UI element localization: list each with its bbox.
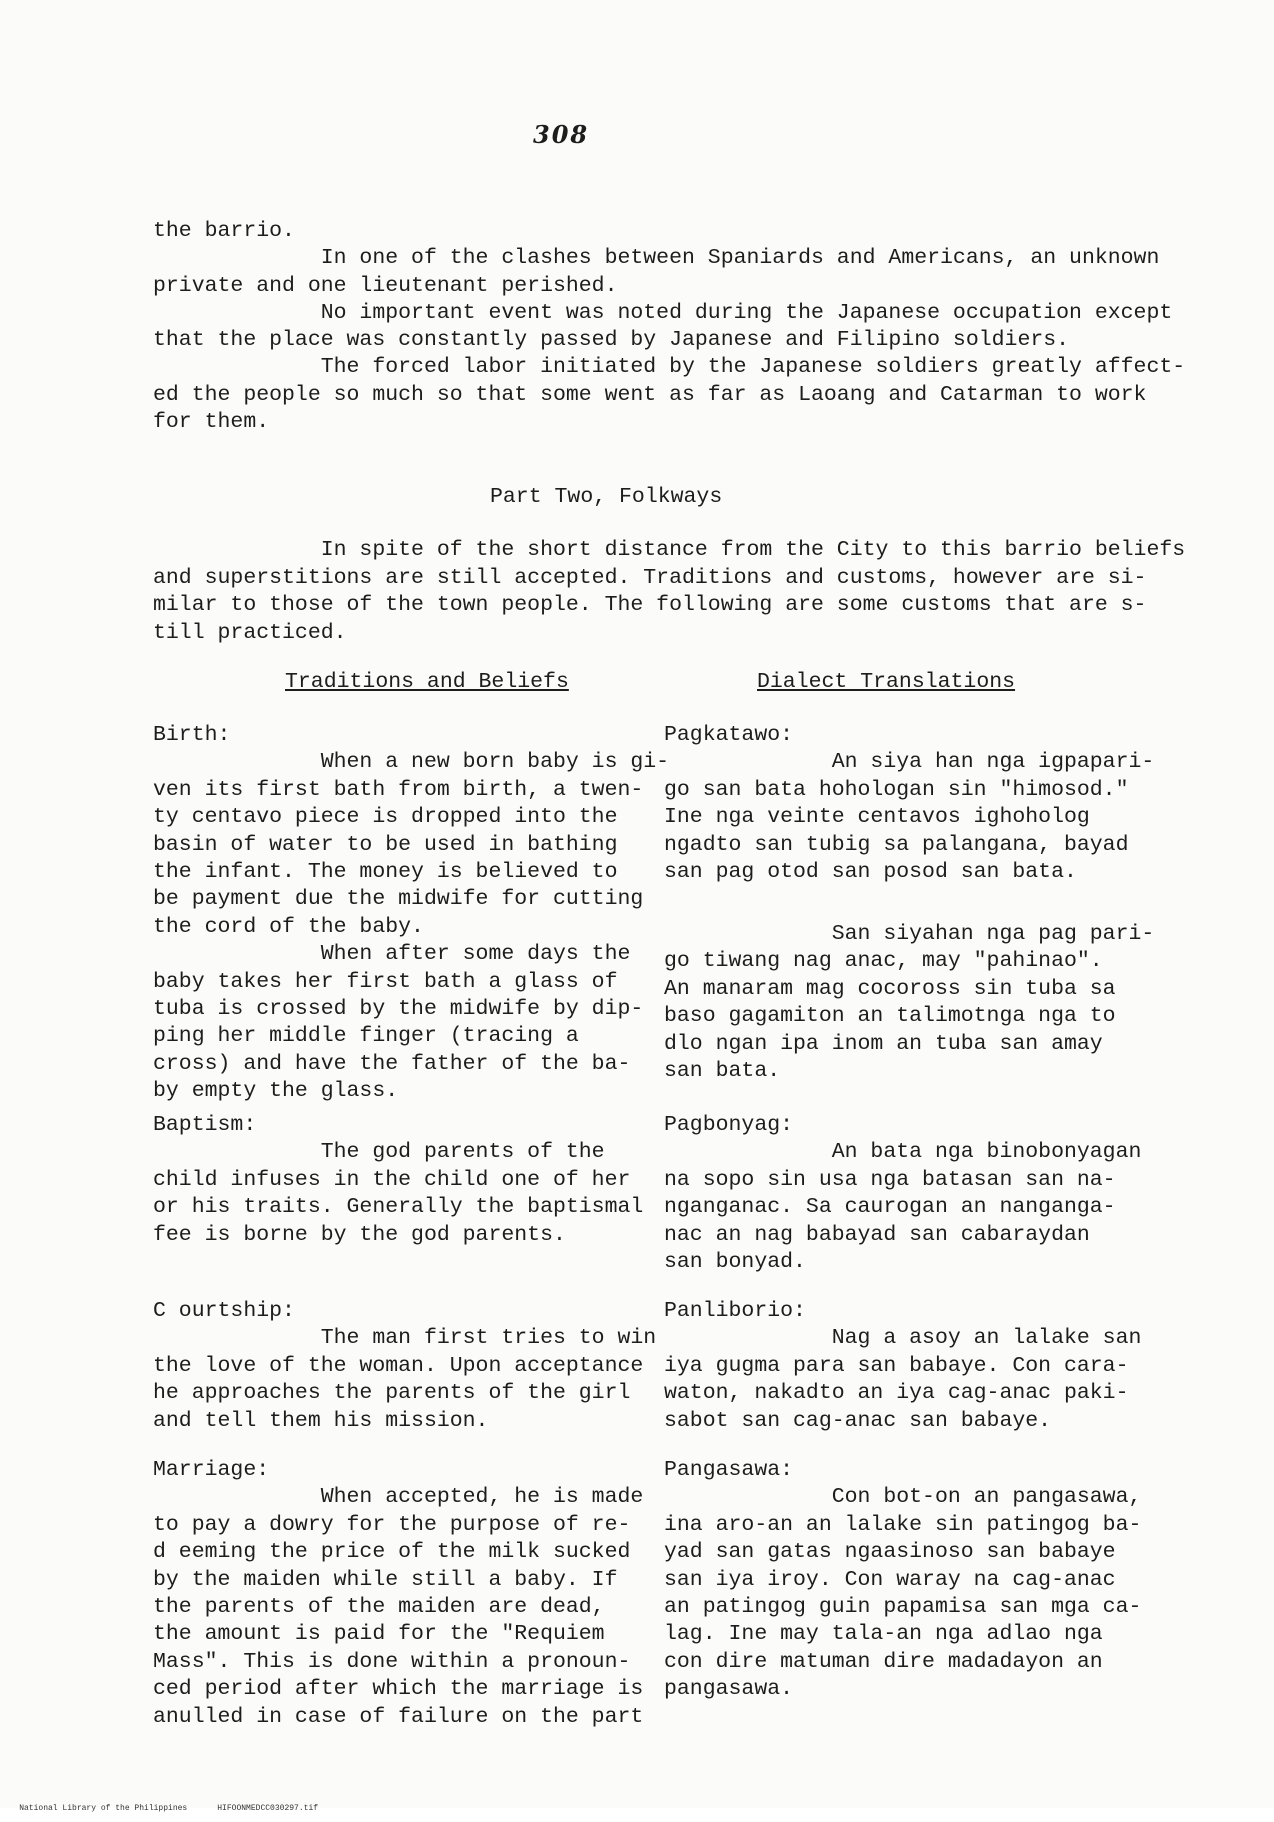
translations-heading: Dialect Translations bbox=[757, 670, 1016, 694]
traditions-heading: Traditions and Beliefs bbox=[285, 670, 569, 694]
panliborio-entry: Panliborio: Nag a asoy an lalake san iya gugma para san babaye. Con cara- waton, nakadto an iya cag-anac paki- sabot san cag-anac san babaye. bbox=[664, 1299, 1142, 1433]
baptism-entry: Baptism: The god parents of the child infuses in the child one of her or his traits. Generally the baptismal fee is borne by the god parents. bbox=[153, 1113, 644, 1247]
marriage-entry: Marriage: When accepted, he is made to pay a dowry for the purpose of re- d eeming the price of the milk sucked by the maiden while still a baby. If the parents of the maiden are dead, the amount is paid for the "Requiem Mass". This is done within a pronoun- ced period after which the marriage is anulled in case of failure on the part bbox=[153, 1458, 644, 1729]
folkways-intro: In spite of the short distance from the City to this barrio beliefs and superstitions are still accepted. Traditions and customs, however are si- milar to those of the town people. The following are some customs that are s- till practiced. bbox=[153, 538, 1186, 645]
library-credit: National Library of the Philippines bbox=[19, 1804, 188, 1813]
section-heading: Part Two, Folkways bbox=[490, 485, 723, 509]
pangasawa-entry: Pangasawa: Con bot-on an pangasawa, ina aro-an an lalake sin patingog ba- yad san gatas ngaasinoso san babaye san iya iroy. Con waray na cag-anac an patingog guin papamisa san mga ca- lag. Ine may tala-an nga adlao nga con dire matuman dire madadayon an pangasawa. bbox=[664, 1458, 1142, 1702]
courtship-entry: C ourtship: The man first tries to win the love of the woman. Upon acceptance he approaches the parents of the girl and tell them his mission. bbox=[153, 1299, 657, 1433]
pagkatawo-entry: Pagkatawo: An siya han nga igpapari- go san bata hohologan sin "himosod." Ine nga veinte centavos ighoholog ngadto san tubig sa palangana, bayad san pag otod san posod san bata. bbox=[664, 723, 1155, 885]
page-number: 308 bbox=[533, 120, 590, 149]
file-name: HIFOONMEDCC030297.tif bbox=[217, 1804, 319, 1813]
birth-entry: Birth: When a new born baby is gi- ven its first bath from birth, a twen- ty centavo piece is dropped into the basin of water to be used in bathing the infant. The money is believed to be payment due the midwife for cutting the cord of the baby. When after some days the baby takes her first bath a glass of tuba is crossed by the midwife by dip- ping her middle finger (tracing a cross) and have the father of the ba- by empty the glass. bbox=[153, 723, 670, 1104]
scan-footer bbox=[0, 1795, 348, 1822]
history-paragraphs: the barrio. In one of the clashes between Spaniards and Americans, an unknown private and one lieutenant perished. No important event was noted during the Japanese occupation except that the place was constantly passed by Japanese and Filipino soldiers. The forced labor initiated by the Japanese soldiers greatly affect- ed the people so much so that some went as far as Laoang and Catarman to work for them. bbox=[153, 219, 1186, 435]
pahinao-entry: San siyahan nga pag pari- go tiwang nag anac, may "pahinao". An manaram mag cocoross sin tuba sa baso gagamiton an talimotnga nga to dlo ngan ipa inom an tuba san amay san bata. bbox=[664, 922, 1155, 1084]
pagbonyag-entry: Pagbonyag: An bata nga binobonyagan na sopo sin usa nga batasan san na- nganganac. Sa caurogan an nanganga- nac an nag babayad san cabaraydan san bonyad. bbox=[664, 1113, 1142, 1275]
